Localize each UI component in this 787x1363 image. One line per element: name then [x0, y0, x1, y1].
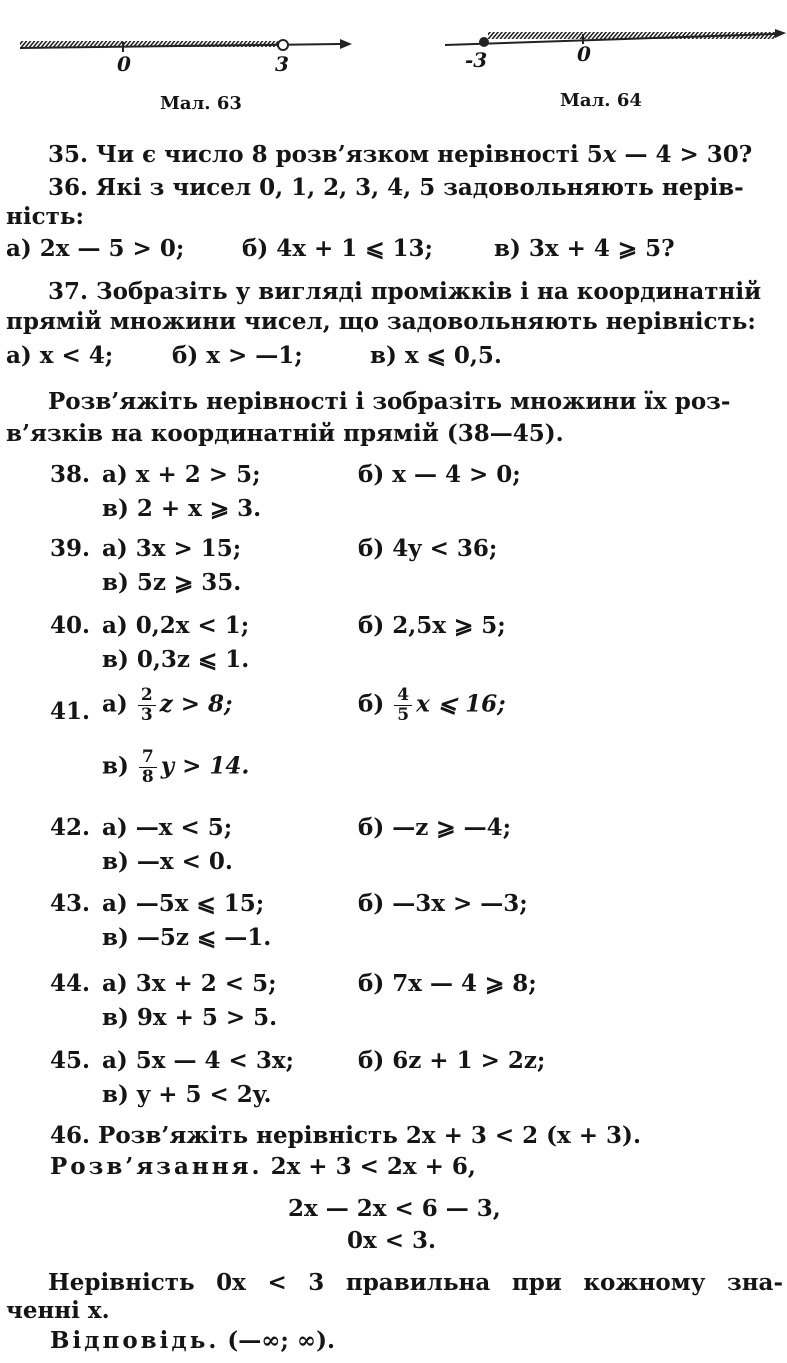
problem-36-b: б) 4x + 1 ⩽ 13; — [242, 235, 434, 262]
problem-text: Зобразіть у вигляді проміжків і на координатній — [96, 278, 762, 305]
problem-41-num: 41. — [50, 698, 91, 725]
problem-40-num: 40. — [50, 612, 91, 639]
problem-number: 36. — [48, 174, 89, 201]
problem-36-line2: ність: — [6, 203, 84, 230]
problem-text: Чи є число 8 розв’язком нерівності 5 — [96, 141, 603, 168]
problem-44-num: 44. — [50, 970, 91, 997]
item-letter: а) — [102, 690, 128, 718]
fraction: $\frac{7}{8}$ — [139, 748, 157, 787]
section-intro-line1: Розв’яжіть нерівності і зобразіть множини їх роз- — [48, 388, 731, 415]
problem-41-c — [102, 748, 249, 787]
problem-38-b: б) x — 4 > 0; — [358, 461, 521, 488]
fig63-caption: Мал. 63 — [160, 93, 242, 114]
fraction: $\frac{2}{3}$ — [138, 686, 156, 725]
problem-43-num: 43. — [50, 890, 91, 917]
fraction: $\frac{4}{5}$ — [394, 686, 412, 725]
problem-43-a: а) —5x ⩽ 15; — [102, 890, 265, 917]
problem-44-b: б) 7x — 4 ⩾ 8; — [358, 970, 537, 997]
fig64-label-neg3: -3 — [465, 48, 488, 72]
problem-39-b: б) 4y < 36; — [358, 535, 498, 562]
problem-38-c: в) 2 + x ⩾ 3. — [102, 495, 262, 522]
problem-45-num: 45. — [50, 1047, 91, 1074]
problem-text: Які з чисел 0, 1, 2, 3, 4, 5 задовольняють нерів- — [96, 174, 744, 201]
fig64-number-line — [445, 29, 786, 47]
problem-38-num: 38. — [50, 461, 91, 488]
problem-39-a: а) 3x > 15; — [102, 535, 242, 562]
answer-line — [50, 1326, 335, 1356]
problem-39-num: 39. — [50, 535, 91, 562]
problem-45-c: в) y + 5 < 2y. — [102, 1081, 272, 1108]
problem-45-b: б) 6z + 1 > 2z; — [358, 1047, 546, 1074]
problem-number: 35. — [48, 141, 89, 168]
problem-36-line1 — [48, 173, 744, 203]
expression: z > 8; — [159, 690, 233, 718]
conclusion-line2: ченні x. — [6, 1297, 110, 1324]
problem-42-num: 42. — [50, 814, 91, 841]
problem-46-solution — [50, 1152, 476, 1182]
problem-44-c: в) 9x + 5 > 5. — [102, 1004, 278, 1031]
problem-37-line1 — [48, 277, 761, 307]
problem-43-b: б) —3x > —3; — [358, 890, 528, 917]
problem-35: 35. Чи є число 8 розв’язком нерівності 5x — 4 > 30? — [48, 141, 753, 168]
fig63-label-0: 0 — [117, 52, 131, 76]
problem-37-c: в) x ⩽ 0,5. — [370, 342, 502, 369]
problem-40-a: а) 0,2x < 1; — [102, 612, 250, 639]
item-letter: б) — [358, 690, 385, 718]
problem-37-a: а) x < 4; — [6, 342, 114, 369]
problem-46-line1 — [50, 1121, 641, 1151]
expression: x ⩽ 16; — [416, 690, 506, 718]
problem-number: 46. — [50, 1122, 91, 1149]
problem-39-c: в) 5z ⩾ 35. — [102, 569, 242, 596]
problem-40-c: в) 0,3z ⩽ 1. — [102, 646, 250, 673]
problem-42-c: в) —x < 0. — [102, 848, 233, 875]
problem-43-c: в) —5z ⩽ —1. — [102, 924, 272, 951]
solution-step-2: 2x — 2x < 6 — 3, — [288, 1195, 501, 1222]
problem-41-b — [358, 686, 506, 725]
problem-37-b: б) x > —1; — [172, 342, 303, 369]
solution-step-1: 2x + 3 < 2x + 6, — [270, 1153, 476, 1180]
problem-42-b: б) —z ⩾ —4; — [358, 814, 512, 841]
fig64-label-0: 0 — [577, 42, 591, 66]
expression: y > 14. — [160, 752, 250, 780]
problem-36-c: в) 3x + 4 ⩾ 5? — [494, 235, 675, 262]
answer-label: Відповідь. — [50, 1327, 220, 1354]
problem-44-a: а) 3x + 2 < 5; — [102, 970, 277, 997]
problem-37-line2: прямій множини чисел, що задовольняють нерівність: — [6, 308, 756, 335]
problem-text: Розв’яжіть нерівність 2x + 3 < 2 (x + 3). — [98, 1122, 641, 1149]
problem-42-a: а) —x < 5; — [102, 814, 233, 841]
fig63-label-3: 3 — [275, 52, 289, 76]
problem-40-b: б) 2,5x ⩾ 5; — [358, 612, 506, 639]
fig64-caption: Мал. 64 — [560, 90, 642, 111]
problem-text-end: — 4 > 30? — [616, 141, 753, 168]
problem-38-a: а) x + 2 > 5; — [102, 461, 261, 488]
solution-label: Розв’язання. — [50, 1153, 263, 1180]
fig63-number-line — [20, 39, 352, 52]
solution-step-3: 0x < 3. — [347, 1227, 437, 1254]
conclusion-line1: Нерівність 0x < 3 правильна при кожному зна- — [48, 1269, 783, 1296]
problem-36-a: а) 2x — 5 > 0; — [6, 235, 185, 262]
item-letter: в) — [102, 752, 129, 780]
problem-41-a — [102, 686, 233, 725]
answer-value: (—∞; ∞). — [227, 1327, 335, 1354]
problem-45-a: а) 5x — 4 < 3x; — [102, 1047, 295, 1074]
section-intro-line2: в’язків на координатній прямій (38—45). — [6, 420, 564, 447]
problem-number: 37. — [48, 278, 89, 305]
